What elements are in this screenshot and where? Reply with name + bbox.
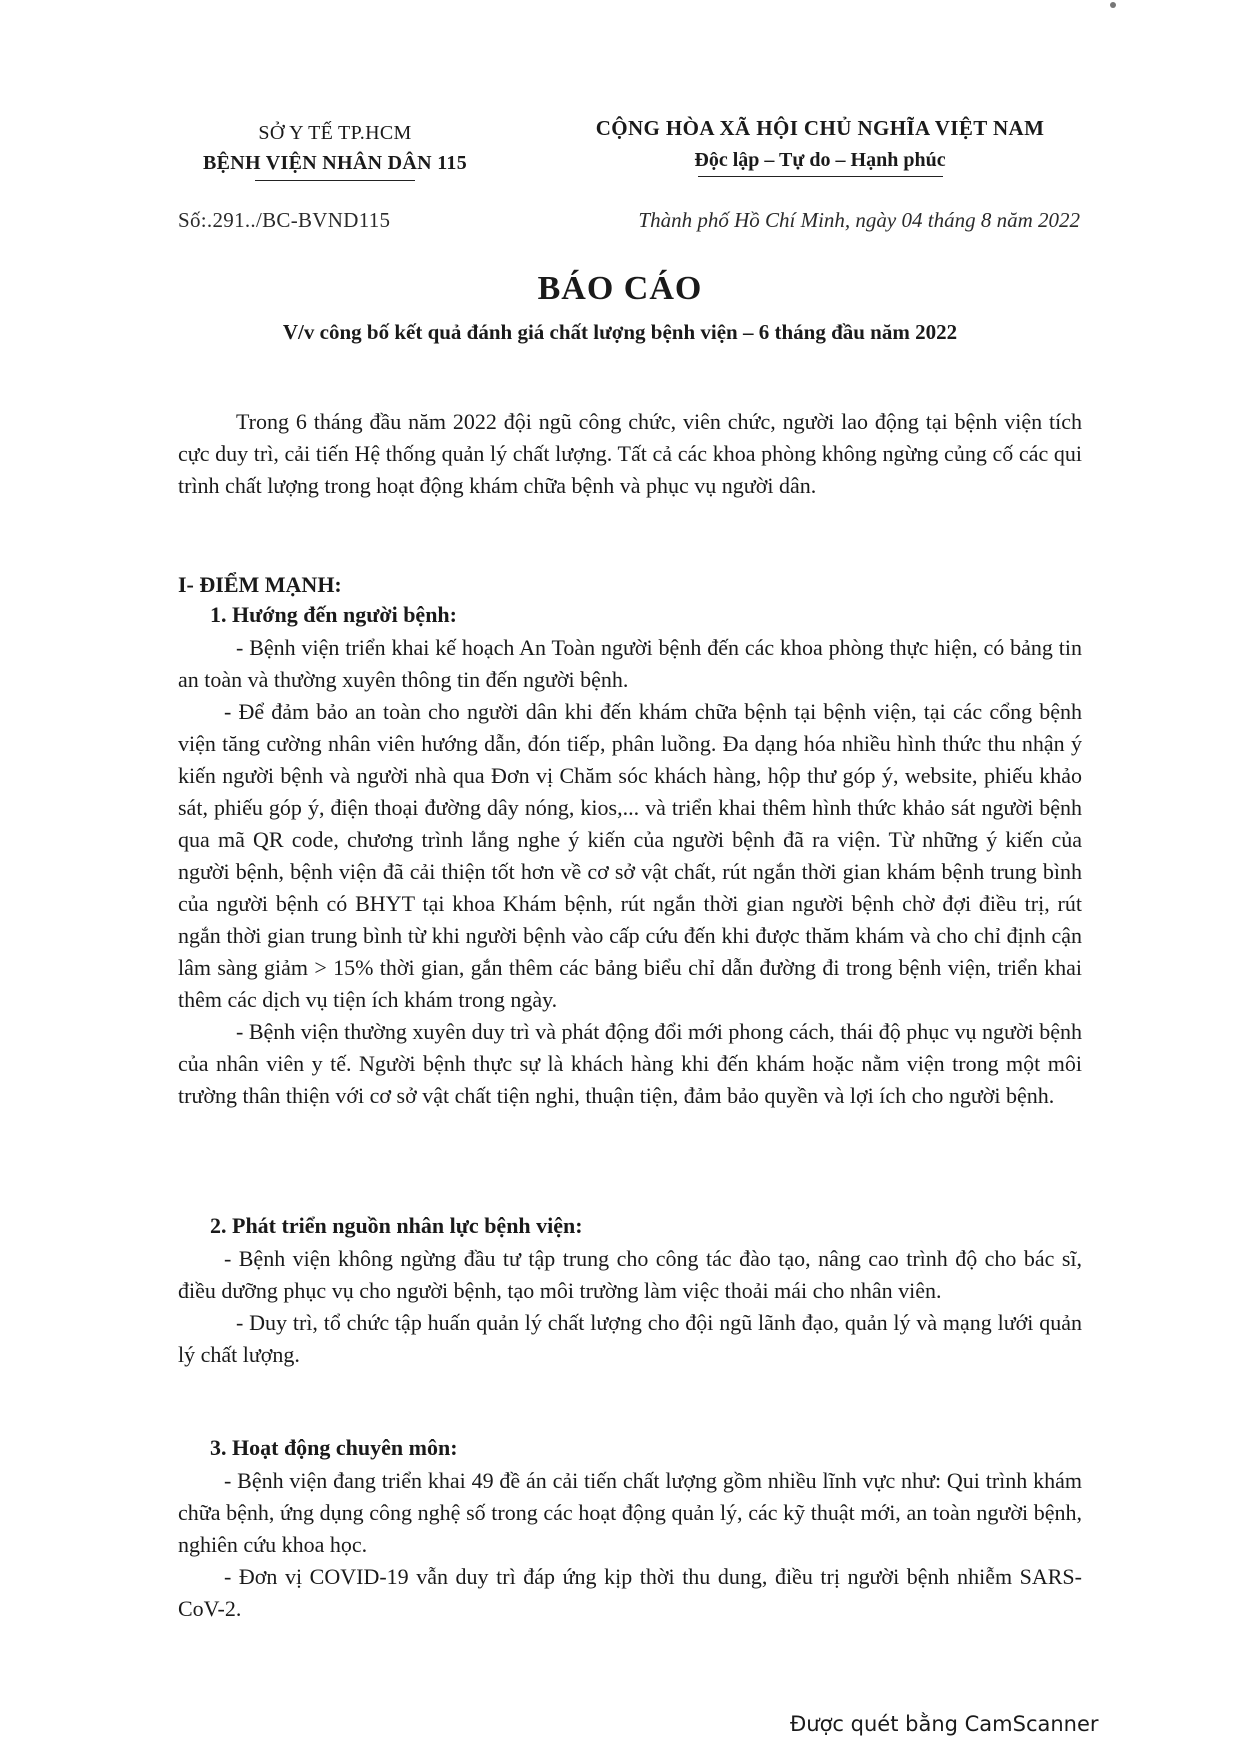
patients-paragraph-3: - Bệnh viện thường xuyên duy trì và phát động đổi mới phong cách, thái độ phục vụ người bệnh của nhân viên y tế. Người bệnh thực sự là khách hàng khi đến khám hoặc nằm viện trong một môi trường thân thiện với cơ sở vật chất tiện nghi, thuận tiện, đảm bảo quyền và lợi ích cho người bệnh.: [178, 1019, 1082, 1108]
subsection-heading-hr: 2. Phát triển nguồn nhân lực bệnh viện:: [210, 1213, 583, 1238]
patients-block: [178, 632, 1082, 1112]
camscanner-watermark: Được quét bằng CamScanner: [790, 1712, 1099, 1736]
hr-block: [178, 1243, 1082, 1371]
hr-paragraph-1: - Bệnh viện không ngừng đầu tư tập trung cho công tác đào tạo, nâng cao trình độ cho bác sĩ, điều dưỡng phục vụ cho người bệnh, tạo môi trường làm việc thoải mái cho nhân viên.: [178, 1246, 1082, 1303]
issuer-underline: [255, 180, 415, 181]
motto-underline: [698, 176, 943, 177]
hospital-name: BỆNH VIỆN NHÂN DÂN 115: [202, 152, 468, 174]
issuer-block: [165, 118, 505, 181]
scan-speck: [1110, 2, 1116, 8]
patients-paragraph-1: - Bệnh viện triển khai kế hoạch An Toàn người bệnh đến các khoa phòng thực hiện, có bảng tin an toàn và thường xuyên thông tin đến người bệnh.: [178, 635, 1082, 692]
document-number: Số:.291../BC-BVND115: [178, 208, 391, 232]
document-date: Thành phố Hồ Chí Minh, ngày 04 tháng 8 năm 2022: [638, 208, 1080, 232]
document-subtitle: V/v công bố kết quả đánh giá chất lượng bệnh viện – 6 tháng đầu năm 2022: [282, 320, 958, 344]
subsection-heading-professional: 3. Hoạt động chuyên môn:: [210, 1435, 458, 1460]
country-name: CỘNG HÒA XÃ HỘI CHỦ NGHĨA VIỆT NAM: [595, 116, 1045, 140]
section-heading-strengths: I- ĐIỂM MẠNH:: [178, 572, 342, 597]
agency-name: SỞ Y TẾ TP.HCM: [258, 122, 412, 144]
hr-paragraph-2: - Duy trì, tổ chức tập huấn quản lý chất lượng cho đội ngũ lãnh đạo, quản lý và mạng lưới quản lý chất lượng.: [178, 1310, 1082, 1367]
motto: Độc lập – Tự do – Hạnh phúc: [694, 149, 946, 171]
intro-paragraph-block: [178, 406, 1082, 502]
professional-block: [178, 1465, 1082, 1625]
professional-paragraph-2: - Đơn vị COVID-19 vẫn duy trì đáp ứng kịp thời thu dung, điều trị người bệnh nhiễm SARS-CoV-2.: [178, 1564, 1082, 1621]
subsection-heading-patients: 1. Hướng đến người bệnh:: [210, 602, 457, 627]
document-title: BÁO CÁO: [537, 270, 703, 307]
intro-paragraph: Trong 6 tháng đầu năm 2022 đội ngũ công chức, viên chức, người lao động tại bệnh viện tích cực duy trì, cải tiến Hệ thống quản lý chất lượng. Tất cả các khoa phòng không ngừng củng cố các qui trình chất lượng trong hoạt động khám chữa bệnh và phục vụ người dân.: [178, 409, 1082, 498]
national-header: [540, 112, 1100, 177]
professional-paragraph-1: - Bệnh viện đang triển khai 49 đề án cải tiến chất lượng gồm nhiều lĩnh vực như: Qui trình khám chữa bệnh, ứng dụng công nghệ số trong các hoạt động quản lý, các kỹ thuật mới, an toàn người bệnh, nghiên cứu khoa học.: [178, 1468, 1082, 1557]
patients-paragraph-2: - Để đảm bảo an toàn cho người dân khi đến khám chữa bệnh tại bệnh viện, tại các cổng bệnh viện tăng cường nhân viên hướng dẫn, đón tiếp, phân luồng. Đa dạng hóa nhiều hình thức thu nhận ý kiến người bệnh và người nhà qua Đơn vị Chăm sóc khách hàng, hộp thư góp ý, website, phiếu khảo sát, phiếu góp ý, điện thoại đường dây nóng, kios,... và triển khai thêm hình thức khảo sát người bệnh qua mã QR code, chương trình lắng nghe ý kiến của người bệnh đã ra viện. Từ những ý kiến của người bệnh, bệnh viện đã cải thiện tốt hơn về cơ sở vật chất, rút ngắn thời gian khám bệnh trung bình của người bệnh có BHYT tại khoa Khám bệnh, rút ngắn thời gian người bệnh chờ đợi điều trị, rút ngắn thời gian trung bình từ khi người bệnh vào cấp cứu đến khi được thăm khám và cho chỉ định cận lâm sàng giảm > 15% thời gian, gắn thêm các bảng biểu chỉ dẫn đường đi trong bệnh viện, triển khai thêm các dịch vụ tiện ích khám trong ngày.: [178, 699, 1082, 1012]
